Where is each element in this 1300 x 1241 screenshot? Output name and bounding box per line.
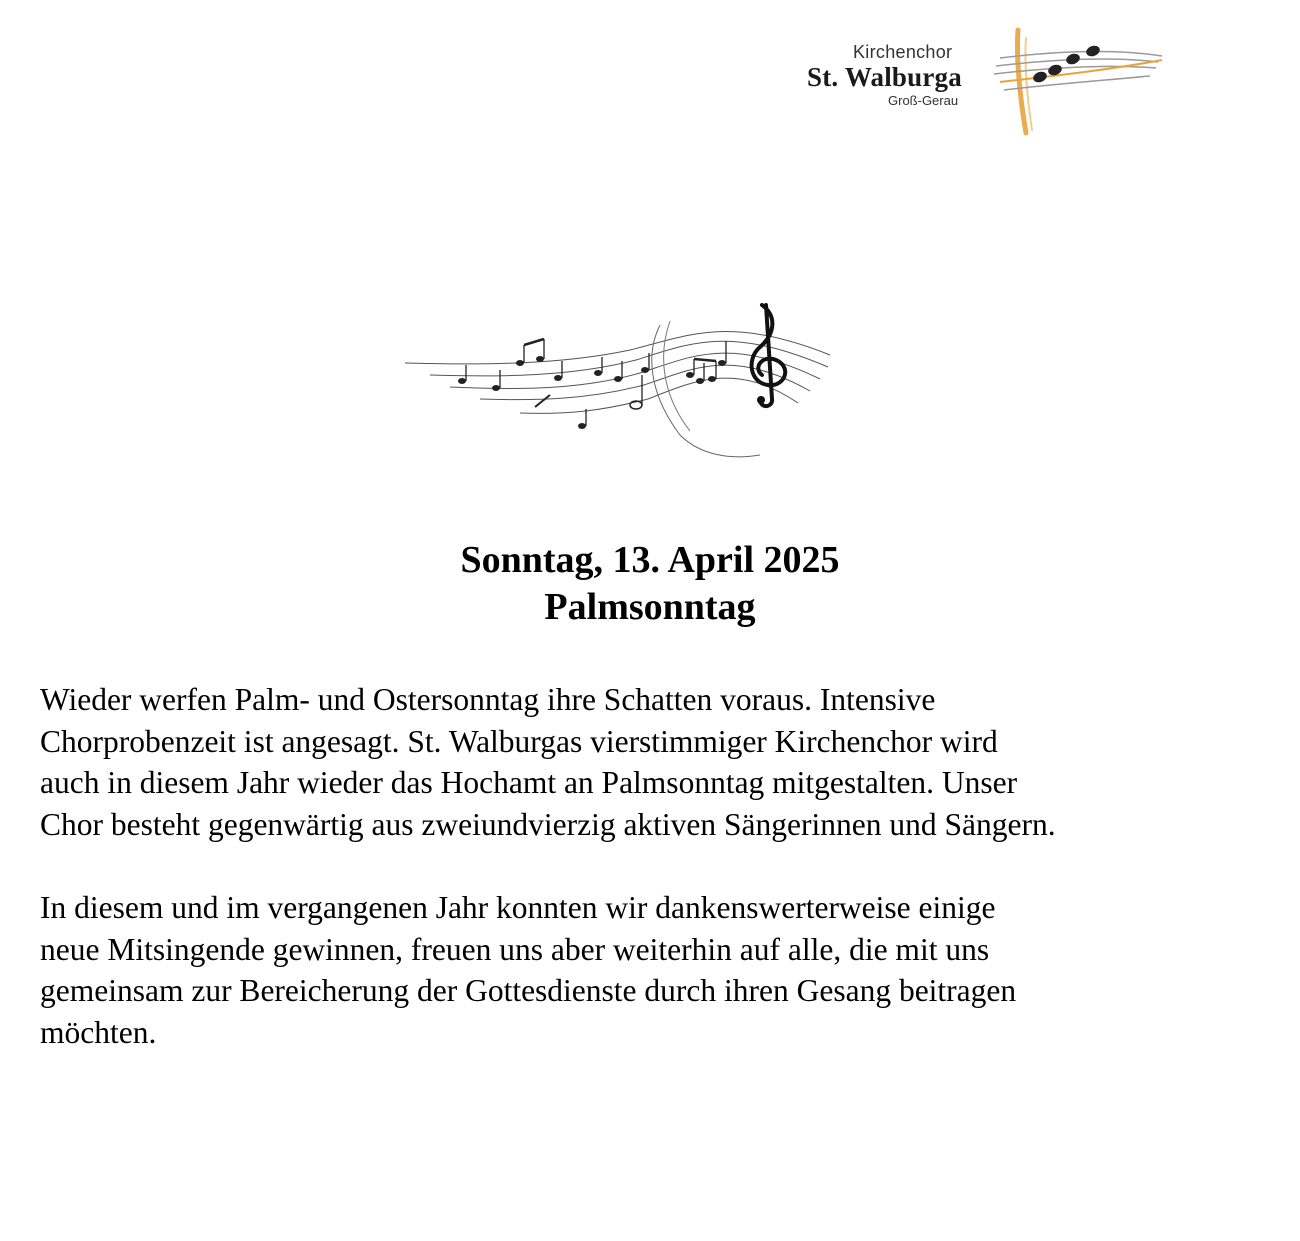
paragraph-line: In diesem und im vergangenen Jahr konnten wir dankenswerterweise einige [40,890,996,925]
music-notes-illustration-icon [400,295,835,460]
paragraph-line: Chorprobenzeit ist angesagt. St. Walburgas vierstimmiger Kirchenchor wird [40,723,998,759]
paragraph-line: Wieder werfen Palm- und Ostersonntag ihre Schatten voraus. Intensive [40,682,936,717]
event-date-heading: Sonntag, 13. April 2025 [460,539,840,581]
paragraph-line: gemeinsam zur Bereicherung der Gottesdienste durch ihren Gesang beitragen [40,973,1017,1008]
paragraph-new-singers [40,887,1280,1053]
paragraph-line: Chor besteht gegenwärtig aus zweiundvierzig aktiven Sängerinnen und Sängern. [40,806,1056,842]
logo-line-gross-gerau: Groß-Gerau [888,93,959,108]
event-title-heading: Palmsonntag [544,586,756,628]
paragraph-line: neue Mitsingende gewinnen, freuen uns aber weiterhin auf alle, die mit uns [40,931,990,967]
paragraph-line: auch in diesem Jahr wieder das Hochamt an Palmsonntag mitgestalten. Unser [40,765,1018,800]
choir-logo [790,18,1170,138]
logo-line-st-walburga: St. Walburga [807,62,962,92]
paragraph-choir-rehearsal [40,679,1280,845]
paragraph-line: möchten. [40,1014,157,1050]
logo-line-kirchenchor: Kirchenchor [853,42,953,62]
